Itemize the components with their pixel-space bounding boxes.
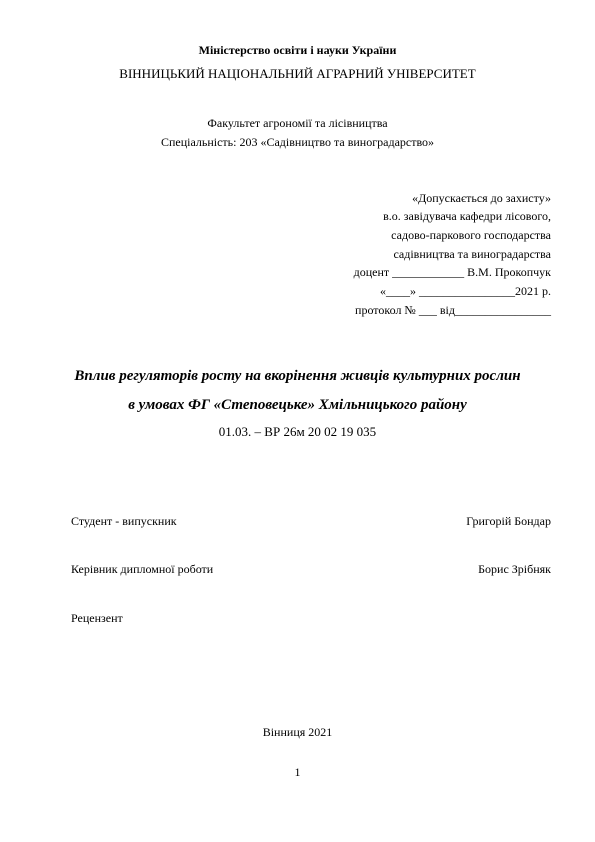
student-label: Студент - випускник — [71, 514, 177, 528]
approval-position: в.о. завідувача кафедри лісового, — [383, 209, 551, 223]
ministry-name: Міністерство освіти і науки України — [198, 43, 397, 57]
specialty-name: Спеціальність: 203 «Садівництво та виноградарство» — [160, 135, 435, 149]
university-name: ВІННИЦЬКИЙ НАЦІОНАЛЬНИЙ АГРАРНИЙ УНІВЕРСИТЕТ — [119, 66, 476, 81]
supervisor-name: Борис Зрібняк — [478, 562, 551, 576]
supervisor-label: Керівник дипломної роботи — [71, 562, 214, 576]
approval-department-2: садівництва та виноградарства — [393, 247, 551, 261]
thesis-title-line-2: в умовах ФГ «Степовецьке» Хмільницького району — [128, 397, 467, 413]
page-number: 1 — [294, 765, 301, 779]
approval-protocol-line: протокол № ___ від________________ — [355, 303, 551, 317]
reviewer-label: Рецензент — [71, 611, 123, 625]
approval-title: «Допускається до захисту» — [412, 191, 551, 205]
approval-date-line: «____» ________________2021 р. — [380, 284, 551, 298]
approval-department-1: садово-паркового господарства — [391, 228, 551, 242]
faculty-name: Факультет агрономії та лісівництва — [207, 116, 388, 130]
approval-signature-line: доцент ____________ В.М. Прокопчук — [353, 265, 551, 279]
student-name: Григорій Бондар — [466, 514, 551, 528]
city-year: Вінниця 2021 — [262, 725, 333, 739]
thesis-code: 01.03. – ВР 26м 20 02 19 035 — [218, 424, 377, 439]
thesis-title-line-1: Вплив регуляторів росту на вкорінення живців культурних рослин — [74, 368, 521, 384]
